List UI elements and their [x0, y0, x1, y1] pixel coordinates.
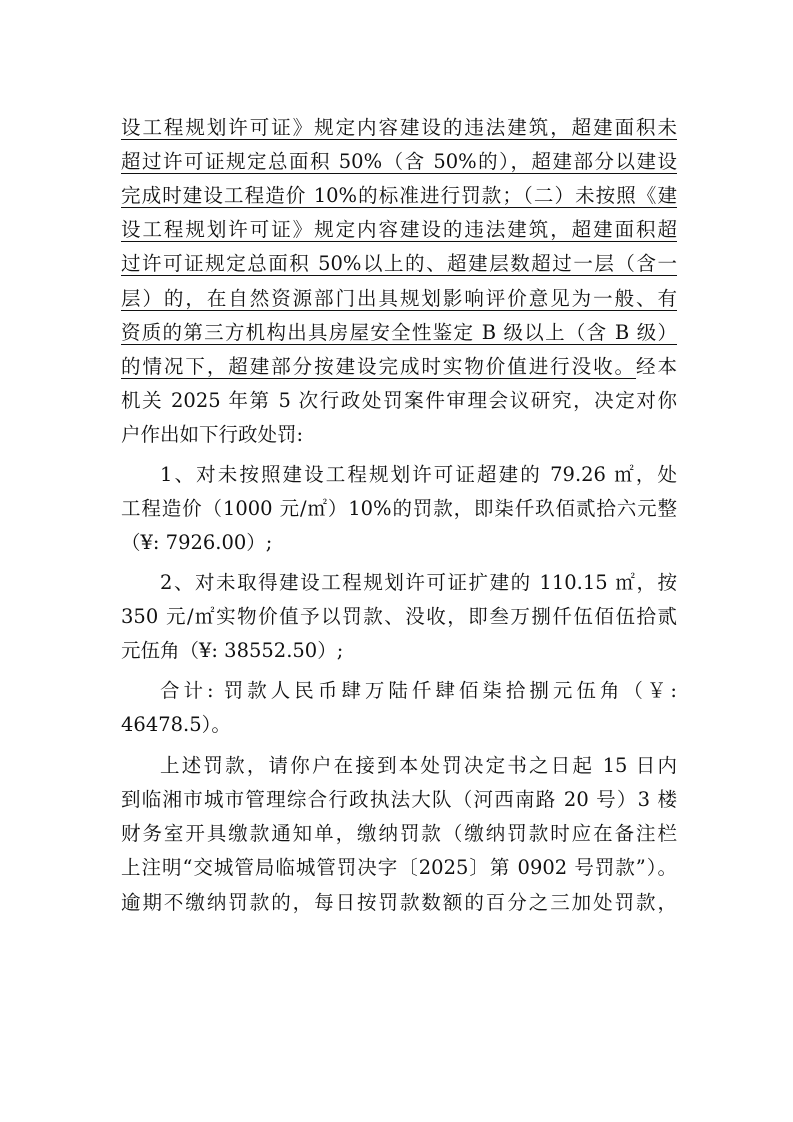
- text-line: [121, 602, 677, 632]
- text-segment: 经本: [636, 355, 677, 378]
- text-line: [121, 352, 677, 382]
- text-segment: 户作出如下行政处罚:: [121, 423, 304, 446]
- text-segment: 350 元/㎡实物价值予以罚款、没收，即叁万捌仟伍佰伍拾贰: [121, 605, 677, 628]
- text-line: [121, 284, 677, 314]
- text-line: [160, 751, 677, 781]
- text-line: [121, 528, 677, 558]
- text-line: [121, 147, 677, 177]
- text-line: [121, 636, 677, 666]
- text-segment: 46478.5）。: [121, 713, 231, 736]
- underlined-text: 过许可证规定总面积 50%以上的、超建层数超过一层（含一: [121, 252, 677, 275]
- text-line: [160, 568, 677, 598]
- text-segment: 机关 2025 年第 5 次行政处罚案件审理会议研究，决定对你: [121, 389, 677, 412]
- text-line: [121, 113, 677, 143]
- text-segment: 1、对未按照建设工程规划许可证超建的 79.26 ㎡，处: [160, 463, 677, 486]
- text-segment: 工程造价（1000 元/㎡）10%的罚款，即柒仟玖佰贰拾六元整: [121, 497, 677, 520]
- text-line: [121, 420, 677, 450]
- text-line: [160, 676, 677, 706]
- underlined-text: 超过许可证规定总面积 50%（含 50%的），超建部分以建设: [121, 150, 677, 173]
- text-segment: 元伍角（¥: 38552.50）;: [121, 639, 344, 662]
- text-line: [121, 249, 677, 279]
- text-line: [121, 386, 677, 416]
- text-line: [121, 785, 677, 815]
- text-line: [121, 318, 677, 348]
- text-segment: 合计: 罚款人民币肆万陆仟肆佰柒拾捌元伍角（￥:: [160, 679, 677, 702]
- underlined-text: 完成时建设工程造价 10%的标准进行罚款；（二）未按照《建: [121, 184, 677, 207]
- text-segment: 上述罚款，请你户在接到本处罚决定书之日起 15 日内: [160, 754, 677, 777]
- text-segment: 2、对未取得建设工程规划许可证扩建的 110.15 ㎡，按: [160, 571, 677, 594]
- underlined-text: 设工程规划许可证》规定内容建设的违法建筑，超建面积超: [121, 218, 677, 241]
- text-line: [121, 853, 677, 883]
- text-line: [121, 819, 677, 849]
- text-segment: 上注明“交城管局临城管罚决字〔2025〕第 0902 号罚款”）。: [121, 856, 677, 879]
- text-segment: 逾期不缴纳罚款的，每日按罚款数额的百分之三加处罚款，: [121, 891, 677, 914]
- text-segment: 到临湘市城市管理综合行政执法大队（河西南路 20 号）3 楼: [121, 788, 677, 811]
- text-line: [121, 215, 677, 245]
- text-line: [121, 710, 677, 740]
- text-segment: 财务室开具缴款通知单，缴纳罚款（缴纳罚款时应在备注栏: [121, 822, 677, 845]
- underlined-text: 设工程规划许可证》规定内容建设的违法建筑，超建面积未: [121, 116, 677, 139]
- text-line: [121, 888, 677, 918]
- text-line: [160, 460, 677, 490]
- text-line: [121, 494, 677, 524]
- underlined-text: 的情况下，超建部分按建设完成时实物价值进行没收。: [121, 355, 637, 378]
- text-segment: （¥: 7926.00）;: [121, 531, 273, 554]
- underlined-text: 层）的，在自然资源部门出具规划影响评价意见为一般、有: [121, 287, 677, 310]
- text-line: [121, 181, 677, 211]
- underlined-text: 资质的第三方机构出具房屋安全性鉴定 B 级以上（含 B 级）: [121, 321, 677, 344]
